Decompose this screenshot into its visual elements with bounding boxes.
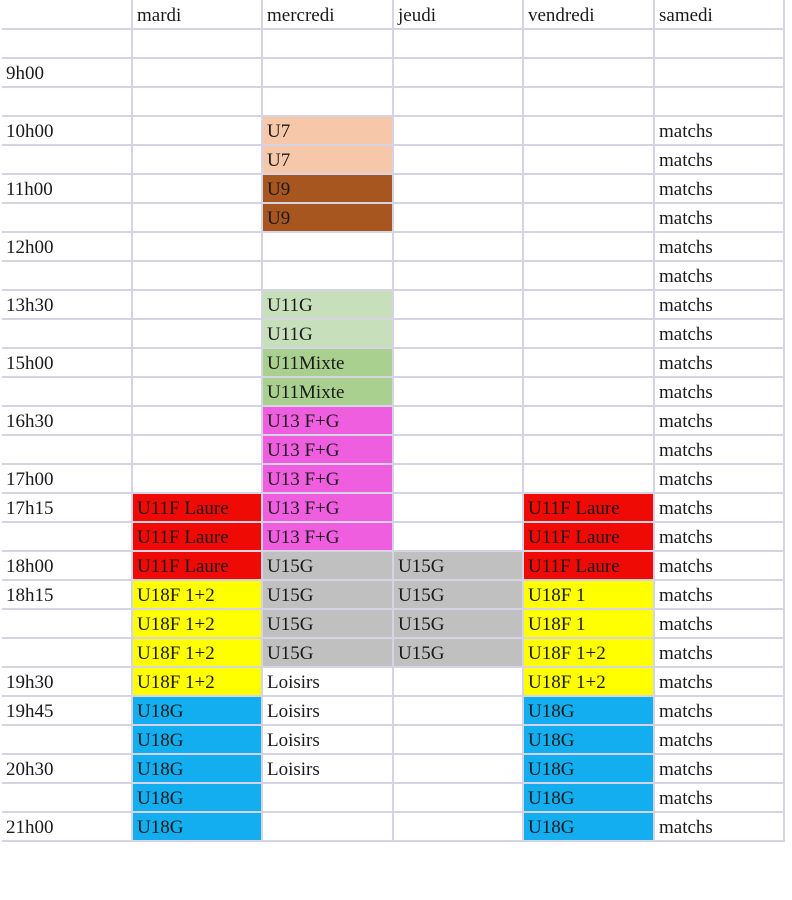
time-cell — [2, 522, 132, 551]
time-cell: 15h00 — [2, 348, 132, 377]
session-cell-mardi — [132, 319, 262, 348]
session-cell-jeudi — [393, 145, 523, 174]
session-cell-mercredi: U11G — [262, 290, 393, 319]
time-cell — [2, 261, 132, 290]
session-cell-jeudi — [393, 377, 523, 406]
table-row — [2, 58, 784, 87]
table-row — [2, 580, 784, 609]
session-cell-mercredi — [262, 812, 393, 841]
session-cell-vendredi: U11F Laure — [523, 522, 654, 551]
table-row — [2, 522, 784, 551]
time-cell: 19h45 — [2, 696, 132, 725]
session-cell-mercredi: U9 — [262, 203, 393, 232]
session-cell-mercredi: U15G — [262, 580, 393, 609]
session-cell-mardi: U18F 1+2 — [132, 609, 262, 638]
table-row — [2, 609, 784, 638]
session-cell-samedi — [654, 87, 784, 116]
session-cell-jeudi — [393, 261, 523, 290]
table-row — [2, 783, 784, 812]
session-cell-samedi: matchs — [654, 551, 784, 580]
table-row — [2, 812, 784, 841]
session-cell-vendredi — [523, 116, 654, 145]
session-cell-vendredi — [523, 87, 654, 116]
session-cell-samedi — [654, 58, 784, 87]
table-row — [2, 667, 784, 696]
time-cell: 21h00 — [2, 812, 132, 841]
session-cell-samedi: matchs — [654, 435, 784, 464]
session-cell-vendredi: U18G — [523, 812, 654, 841]
session-cell-samedi: matchs — [654, 725, 784, 754]
session-cell-vendredi — [523, 29, 654, 58]
time-cell: 18h00 — [2, 551, 132, 580]
session-cell-jeudi — [393, 290, 523, 319]
table-row — [2, 696, 784, 725]
schedule-header — [2, 0, 784, 29]
session-cell-mardi: U11F Laure — [132, 493, 262, 522]
session-cell-samedi: matchs — [654, 667, 784, 696]
session-cell-jeudi — [393, 87, 523, 116]
session-cell-jeudi — [393, 116, 523, 145]
session-cell-mercredi — [262, 261, 393, 290]
session-cell-mercredi: U7 — [262, 145, 393, 174]
session-cell-vendredi: U18F 1+2 — [523, 638, 654, 667]
table-row — [2, 464, 784, 493]
session-cell-jeudi: U15G — [393, 551, 523, 580]
session-cell-mardi: U18G — [132, 812, 262, 841]
session-cell-vendredi — [523, 319, 654, 348]
session-cell-mardi — [132, 377, 262, 406]
header-time — [2, 0, 132, 29]
session-cell-mardi — [132, 203, 262, 232]
session-cell-mardi — [132, 116, 262, 145]
session-cell-mardi — [132, 232, 262, 261]
session-cell-mardi: U18F 1+2 — [132, 638, 262, 667]
header-jeudi: jeudi — [393, 0, 523, 29]
session-cell-vendredi: U18G — [523, 696, 654, 725]
session-cell-samedi: matchs — [654, 203, 784, 232]
session-cell-jeudi — [393, 58, 523, 87]
session-cell-mercredi — [262, 87, 393, 116]
table-row — [2, 203, 784, 232]
session-cell-vendredi: U18F 1+2 — [523, 667, 654, 696]
session-cell-jeudi — [393, 725, 523, 754]
table-row — [2, 493, 784, 522]
table-row — [2, 145, 784, 174]
session-cell-jeudi — [393, 783, 523, 812]
table-row — [2, 290, 784, 319]
session-cell-jeudi — [393, 812, 523, 841]
session-cell-mercredi: U13 F+G — [262, 435, 393, 464]
time-cell: 11h00 — [2, 174, 132, 203]
table-row — [2, 638, 784, 667]
session-cell-jeudi — [393, 406, 523, 435]
time-cell — [2, 203, 132, 232]
session-cell-samedi: matchs — [654, 696, 784, 725]
time-cell — [2, 609, 132, 638]
session-cell-mardi — [132, 261, 262, 290]
session-cell-samedi: matchs — [654, 348, 784, 377]
session-cell-mercredi: U9 — [262, 174, 393, 203]
time-cell: 9h00 — [2, 58, 132, 87]
time-cell — [2, 725, 132, 754]
table-row — [2, 116, 784, 145]
session-cell-samedi: matchs — [654, 319, 784, 348]
session-cell-mardi: U18G — [132, 725, 262, 754]
table-row — [2, 551, 784, 580]
table-row — [2, 435, 784, 464]
session-cell-mercredi: U11Mixte — [262, 348, 393, 377]
session-cell-mercredi: U13 F+G — [262, 493, 393, 522]
session-cell-vendredi — [523, 377, 654, 406]
session-cell-jeudi: U15G — [393, 580, 523, 609]
session-cell-samedi: matchs — [654, 609, 784, 638]
session-cell-mardi: U11F Laure — [132, 551, 262, 580]
session-cell-jeudi — [393, 522, 523, 551]
session-cell-jeudi — [393, 348, 523, 377]
header-mercredi: mercredi — [262, 0, 393, 29]
session-cell-mardi: U18G — [132, 696, 262, 725]
session-cell-mercredi: U13 F+G — [262, 464, 393, 493]
session-cell-mercredi: U7 — [262, 116, 393, 145]
session-cell-vendredi: U18F 1 — [523, 580, 654, 609]
session-cell-mardi — [132, 87, 262, 116]
session-cell-jeudi: U15G — [393, 638, 523, 667]
session-cell-vendredi: U18G — [523, 783, 654, 812]
session-cell-jeudi — [393, 174, 523, 203]
session-cell-jeudi — [393, 754, 523, 783]
time-cell: 10h00 — [2, 116, 132, 145]
time-cell: 20h30 — [2, 754, 132, 783]
header-vendredi: vendredi — [523, 0, 654, 29]
time-cell — [2, 29, 132, 58]
session-cell-mardi: U18F 1+2 — [132, 667, 262, 696]
session-cell-vendredi — [523, 435, 654, 464]
session-cell-samedi: matchs — [654, 232, 784, 261]
schedule-body — [2, 29, 784, 841]
schedule-table — [2, 0, 785, 842]
session-cell-vendredi — [523, 203, 654, 232]
session-cell-mercredi: Loisirs — [262, 667, 393, 696]
session-cell-mercredi — [262, 58, 393, 87]
session-cell-mardi — [132, 58, 262, 87]
session-cell-mercredi: U11G — [262, 319, 393, 348]
session-cell-mercredi — [262, 232, 393, 261]
session-cell-mardi — [132, 406, 262, 435]
session-cell-jeudi — [393, 29, 523, 58]
session-cell-vendredi — [523, 348, 654, 377]
time-cell — [2, 377, 132, 406]
session-cell-samedi: matchs — [654, 522, 784, 551]
session-cell-jeudi — [393, 696, 523, 725]
table-row — [2, 348, 784, 377]
session-cell-jeudi — [393, 464, 523, 493]
session-cell-samedi: matchs — [654, 464, 784, 493]
table-row — [2, 174, 784, 203]
session-cell-samedi: matchs — [654, 638, 784, 667]
table-row — [2, 319, 784, 348]
header-mardi: mardi — [132, 0, 262, 29]
session-cell-mardi — [132, 435, 262, 464]
time-cell: 12h00 — [2, 232, 132, 261]
session-cell-mercredi — [262, 783, 393, 812]
time-cell — [2, 783, 132, 812]
session-cell-mercredi: U15G — [262, 551, 393, 580]
time-cell: 16h30 — [2, 406, 132, 435]
session-cell-jeudi — [393, 667, 523, 696]
session-cell-vendredi — [523, 290, 654, 319]
session-cell-vendredi: U18F 1 — [523, 609, 654, 638]
session-cell-vendredi — [523, 58, 654, 87]
session-cell-samedi: matchs — [654, 406, 784, 435]
session-cell-vendredi: U18G — [523, 725, 654, 754]
session-cell-vendredi — [523, 261, 654, 290]
session-cell-mercredi — [262, 29, 393, 58]
session-cell-samedi: matchs — [654, 580, 784, 609]
time-cell — [2, 87, 132, 116]
session-cell-jeudi — [393, 203, 523, 232]
session-cell-mercredi: U11Mixte — [262, 377, 393, 406]
header-samedi: samedi — [654, 0, 784, 29]
session-cell-vendredi: U11F Laure — [523, 493, 654, 522]
session-cell-vendredi: U18G — [523, 754, 654, 783]
time-cell: 18h15 — [2, 580, 132, 609]
header-row — [2, 0, 784, 29]
session-cell-vendredi — [523, 232, 654, 261]
table-row — [2, 29, 784, 58]
table-row — [2, 232, 784, 261]
session-cell-mardi — [132, 464, 262, 493]
time-cell — [2, 145, 132, 174]
session-cell-jeudi — [393, 493, 523, 522]
session-cell-vendredi — [523, 406, 654, 435]
time-cell — [2, 435, 132, 464]
session-cell-mercredi: U15G — [262, 638, 393, 667]
session-cell-vendredi — [523, 174, 654, 203]
session-cell-samedi: matchs — [654, 812, 784, 841]
session-cell-mercredi: U13 F+G — [262, 522, 393, 551]
session-cell-samedi: matchs — [654, 783, 784, 812]
time-cell: 13h30 — [2, 290, 132, 319]
session-cell-samedi: matchs — [654, 377, 784, 406]
session-cell-mercredi: Loisirs — [262, 696, 393, 725]
session-cell-mercredi: U13 F+G — [262, 406, 393, 435]
session-cell-mardi: U18G — [132, 754, 262, 783]
session-cell-jeudi — [393, 435, 523, 464]
session-cell-mardi — [132, 145, 262, 174]
session-cell-jeudi: U15G — [393, 609, 523, 638]
session-cell-samedi: matchs — [654, 261, 784, 290]
session-cell-samedi: matchs — [654, 116, 784, 145]
session-cell-mercredi: U15G — [262, 609, 393, 638]
session-cell-samedi — [654, 29, 784, 58]
session-cell-jeudi — [393, 232, 523, 261]
time-cell — [2, 638, 132, 667]
session-cell-samedi: matchs — [654, 754, 784, 783]
table-row — [2, 261, 784, 290]
session-cell-mardi: U11F Laure — [132, 522, 262, 551]
time-cell: 17h00 — [2, 464, 132, 493]
table-row — [2, 754, 784, 783]
session-cell-mardi — [132, 290, 262, 319]
session-cell-mercredi: Loisirs — [262, 754, 393, 783]
time-cell: 17h15 — [2, 493, 132, 522]
session-cell-mardi: U18G — [132, 783, 262, 812]
session-cell-samedi: matchs — [654, 493, 784, 522]
session-cell-mardi — [132, 29, 262, 58]
session-cell-vendredi — [523, 145, 654, 174]
session-cell-vendredi: U11F Laure — [523, 551, 654, 580]
session-cell-mercredi: Loisirs — [262, 725, 393, 754]
session-cell-vendredi — [523, 464, 654, 493]
session-cell-samedi: matchs — [654, 145, 784, 174]
table-row — [2, 377, 784, 406]
table-row — [2, 406, 784, 435]
session-cell-mardi: U18F 1+2 — [132, 580, 262, 609]
table-row — [2, 87, 784, 116]
session-cell-mardi — [132, 174, 262, 203]
time-cell: 19h30 — [2, 667, 132, 696]
table-row — [2, 725, 784, 754]
session-cell-samedi: matchs — [654, 174, 784, 203]
session-cell-mardi — [132, 348, 262, 377]
session-cell-jeudi — [393, 319, 523, 348]
session-cell-samedi: matchs — [654, 290, 784, 319]
time-cell — [2, 319, 132, 348]
